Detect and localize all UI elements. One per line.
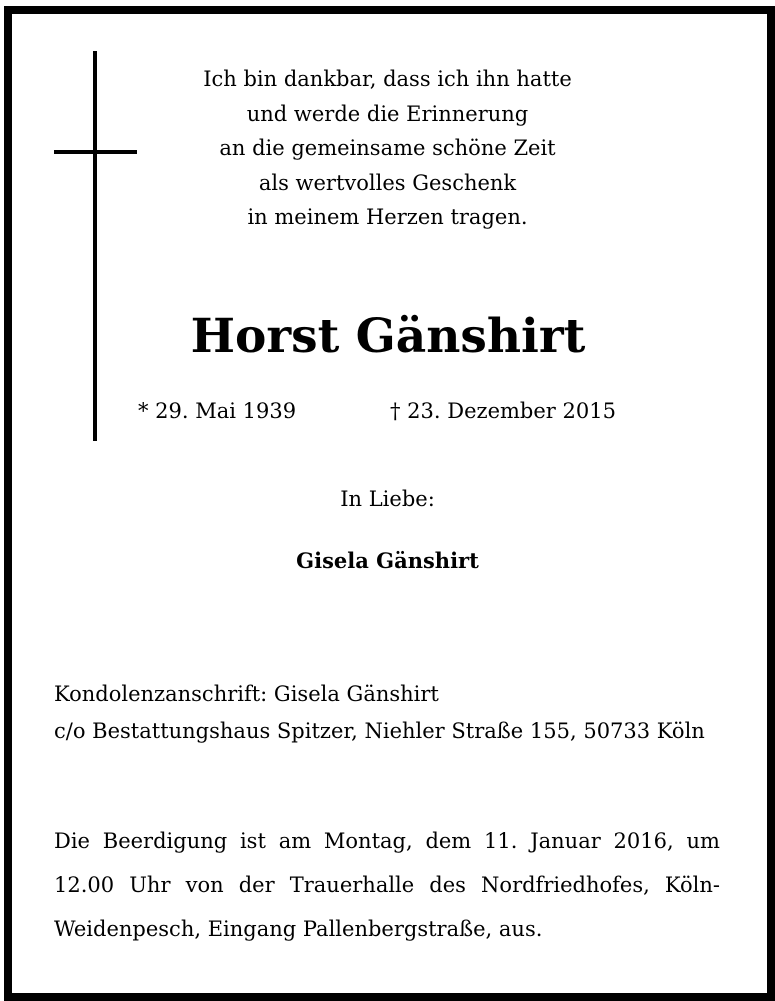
death-date: † 23. Dezember 2015 bbox=[390, 399, 616, 423]
funeral-word: dem bbox=[425, 829, 472, 853]
funeral-word: der bbox=[238, 873, 275, 897]
funeral-word: 12.00 bbox=[54, 873, 115, 897]
cross-vertical-bar bbox=[93, 51, 97, 441]
funeral-word: Januar bbox=[530, 829, 601, 853]
mourner-name: Gisela Gänshirt bbox=[296, 548, 479, 573]
condolence-line: c/o Bestattungshaus Spitzer, Niehler Straße 155, 50733 Köln bbox=[54, 719, 705, 743]
funeral-word: Trauerhalle bbox=[289, 873, 415, 897]
poem-line: als wertvolles Geschenk bbox=[258, 170, 517, 195]
funeral-word: ist bbox=[239, 829, 266, 853]
funeral-line bbox=[54, 819, 720, 863]
poem-line: und werde die Erinnerung bbox=[246, 101, 529, 126]
funeral-announcement bbox=[54, 819, 720, 951]
funeral-word: 2016, bbox=[613, 829, 674, 853]
poem-line: an die gemeinsame schöne Zeit bbox=[219, 136, 556, 160]
condolence-address bbox=[54, 676, 734, 750]
funeral-word: Nordfriedhofes, bbox=[481, 873, 650, 897]
poem-line: in meinem Herzen tragen. bbox=[247, 205, 528, 229]
funeral-word: um bbox=[686, 829, 720, 853]
funeral-word: Montag, bbox=[323, 829, 413, 853]
funeral-word: des bbox=[429, 873, 466, 897]
funeral-word: Uhr bbox=[129, 873, 171, 897]
funeral-word: Beerdigung bbox=[102, 829, 228, 853]
deceased-name: Horst Gänshirt bbox=[190, 309, 586, 364]
funeral-word: Die bbox=[54, 829, 90, 853]
funeral-word: von bbox=[185, 873, 224, 897]
funeral-word: am bbox=[278, 829, 312, 853]
birth-date: * 29. Mai 1939 bbox=[138, 399, 297, 423]
mourners-intro: In Liebe: bbox=[340, 487, 435, 511]
funeral-line bbox=[54, 863, 720, 907]
cross-horizontal-bar bbox=[54, 150, 137, 154]
funeral-word: Köln- bbox=[664, 873, 720, 897]
poem-line: Ich bin dankbar, dass ich ihn hatte bbox=[203, 67, 572, 91]
funeral-text: Weidenpesch, Eingang Pallenbergstraße, aus. bbox=[54, 917, 543, 941]
funeral-line bbox=[54, 907, 720, 951]
condolence-line: Kondolenzanschrift: Gisela Gänshirt bbox=[54, 682, 439, 706]
memorial-poem bbox=[150, 62, 625, 235]
funeral-word: 11. bbox=[484, 829, 518, 853]
